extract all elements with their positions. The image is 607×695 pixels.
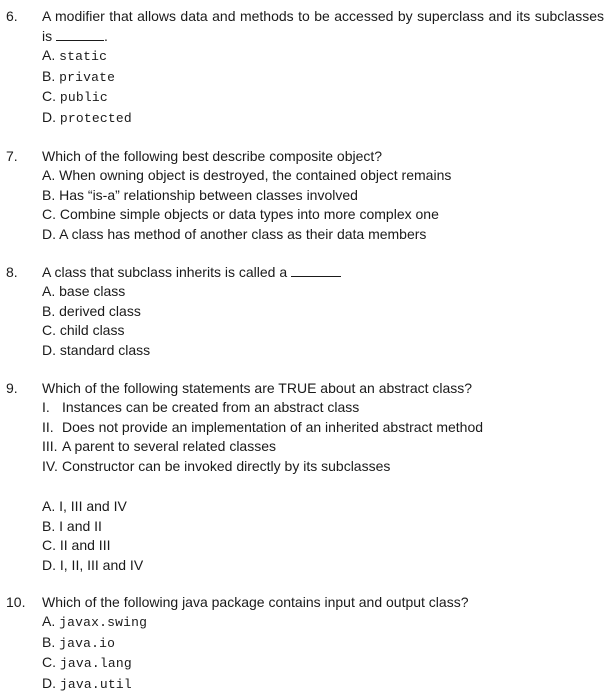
question-number: 8.: [6, 264, 18, 280]
option-b: B. private: [42, 67, 116, 85]
statement-iv: IV. Constructor can be invoked directly by its subclasses: [42, 458, 391, 475]
option-d: D. standard class: [42, 342, 151, 359]
answer-blank: [291, 263, 341, 277]
option-a: A. I, III and IV: [42, 497, 127, 514]
question-number: 7.: [6, 148, 18, 164]
option-a: A. When owning object is destroyed, the contained object remains: [42, 167, 452, 183]
question-stem: A modifier that allows data and methods to be accessed by superclass and its subclasses is .: [42, 8, 604, 44]
option-b: B. java.io: [42, 633, 116, 651]
option-d: D. protected: [42, 109, 132, 127]
question-stem: A class that subclass inherits is called a: [42, 262, 604, 282]
answer-blank: [56, 27, 104, 41]
question-stem: Which of the following java package contains input and output class?: [42, 594, 469, 610]
question-stem: Which of the following best describe composite object?: [42, 148, 383, 164]
option-a: A. static: [42, 47, 108, 64]
option-a: A. javax.swing: [42, 613, 148, 630]
option-d: D. I, II, III and IV: [42, 556, 144, 573]
option-d: D. java.util: [42, 675, 132, 693]
option-c: C. II and III: [42, 537, 111, 554]
option-b: B. I and II: [42, 517, 102, 534]
statement-i: I. Instances can be created from an abstract class: [42, 399, 360, 415]
option-a: A. base class: [42, 283, 126, 299]
statement-iii: III. A parent to several related classes: [42, 438, 277, 455]
option-c: C. java.lang: [42, 654, 132, 672]
option-c: C. public: [42, 88, 108, 106]
question-number: 6.: [6, 8, 18, 24]
option-d: D. A class has method of another class as their data members: [42, 226, 427, 243]
question-stem: Which of the following statements are TRUE about an abstract class?: [42, 380, 473, 396]
option-b: B. Has “is-a” relationship between classes involved: [42, 186, 358, 203]
option-b: B. derived class: [42, 302, 141, 319]
option-c: C. child class: [42, 322, 125, 339]
statement-ii: II. Does not provide an implementation of an inherited abstract method: [42, 418, 484, 435]
question-number: 9.: [6, 380, 18, 396]
question-number: 10.: [6, 594, 26, 610]
option-c: C. Combine simple objects or data types into more complex one: [42, 206, 439, 223]
